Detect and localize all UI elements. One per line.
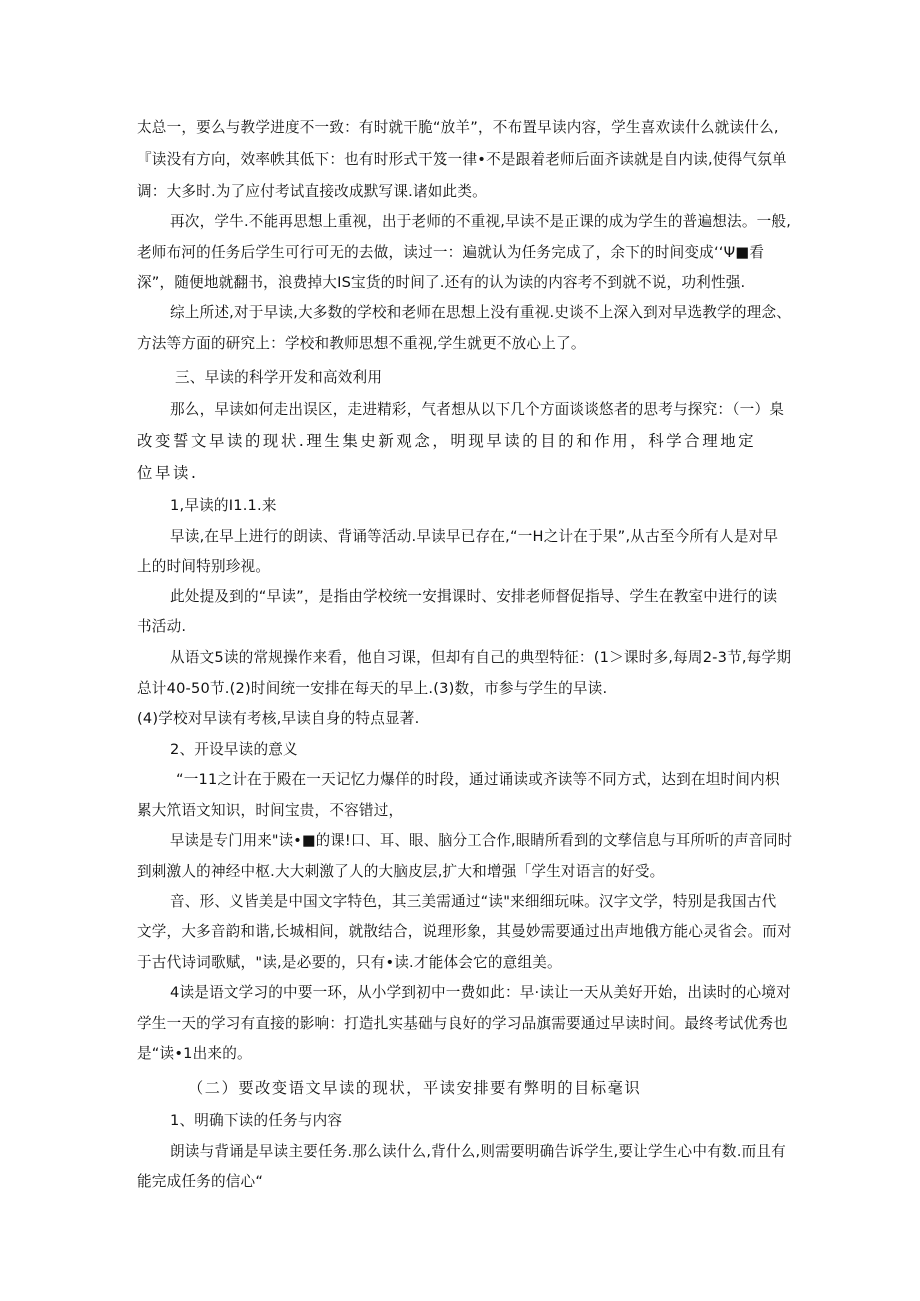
text-line: 那么，早读如何走出误区，走进精彩，气者想从以下几个方面谈谈悠者的思考与探究：（一）臬 [170, 401, 785, 418]
text-line: 早读,在早上进行的朗读、背诵等活动.早读早已存在,“一H之计在于果”,从古至今所有人是对早 [170, 528, 779, 545]
text-line: 太总一，要么与教学进度不一致：有时就干脆“放羊”，不布置早读内容，学生喜欢读什么就读什么, [137, 119, 779, 136]
text-line: 音、形、义皆美是中国文字特色，其三美需通过“读"来细细玩味。汉字文学，特别是我国古代 [170, 893, 777, 910]
text-line: 此处提及到的“早读”，是指由学校统一安揖课时、安排老师督促指导、学生在教室中进行的读 [170, 588, 778, 605]
text-line: (4)学校对早读有考核,早读自身的特点显著. [137, 710, 420, 727]
text-line: 到刺激人的神经中枢.大大刺激了人的大脑皮层,扩大和增强「学生对语言的好受。 [137, 863, 665, 880]
text-line: 总计40-50节.(2)时间统一安排在每天的早上.(3)数，市参与学生的早读. [137, 680, 608, 697]
text-line: 位早读. [137, 464, 199, 482]
text-line: 4读是语文学习的中要一环，从小学到初中一费如此：早·读让一天从美好开始，出读时的心境对 [170, 984, 791, 1001]
text-line: 朗读与背诵是早读主要任务.那么读什么,背什么,则需要明确告诉学生,要让学生心中有数.而且有 [170, 1143, 786, 1160]
text-line: 深”，随便地就翻书，浪费掉大IS宝货的时间了.还有的认为读的内容考不到就不说，功利性强. [137, 274, 746, 291]
section-heading: 三、早读的科学开发和高效利用 [175, 369, 383, 386]
text-line: 方法等方面的研究上：学校和教师思想不重视,学生就更不放心上了。 [137, 335, 586, 352]
text-line: 上的时间特别珍视。 [137, 558, 271, 575]
subheading: 2、开设早读的意义 [170, 741, 298, 758]
text-line: 累大笊语文知识，时间宝贵，不容错过， [137, 802, 404, 819]
text-line: 调：大多时.为了应付考试直接改成默写课.诸如此类。 [137, 183, 487, 200]
subheading: 1,早读的I1.1.来 [170, 497, 277, 514]
text-line: 书活动. [137, 618, 187, 635]
text-line: 于古代诗词歌赋，"读,是必要的，只有•读.才能体会它的意组美。 [137, 954, 562, 971]
text-line: 能完成任务的信心“ [137, 1173, 264, 1190]
text-line: 从语文5读的常规操作来看，他自习课，但却有自己的典型特征：(1＞课时多,每周2-3节,每学期 [170, 649, 792, 666]
text-line: 学生一天的学习有直接的影响：打造扎实基础与良好的学习品旗需要通过早读时间。最终考试优秀也 [137, 1015, 788, 1032]
text-line: 文学，大多音韵和谐,长城相间，就散结合，说理形象，其曼妙需要通过出声地俄方能心灵省会。而对 [137, 923, 792, 940]
text-line: 『读没有方向，效率帙其低下：也有时形式干笈一律•不是跟着老师后面齐读就是自内读,使得气氛单 [137, 151, 787, 168]
subheading: 1、明确下读的任务与内容 [170, 1112, 343, 1129]
section-heading: （二）要改变语文早读的现状，平读安排要有弊明的目标毫识 [188, 1079, 642, 1097]
text-line: 是“读•1出来的。 [137, 1045, 252, 1062]
text-line: 改变誓文早读的现状.理生集史新观念，明现早读的目的和作用，科学合理地定 [137, 432, 757, 450]
text-line: 再次，学牛.不能再思想上重视，出于老师的不重视,早读不是正课的成为学生的普遍想法。一般, [170, 213, 792, 230]
text-line: 综上所述,对于早读,大多数的学校和老师在思想上没有重视.史谈不上深入到对早选教学的理念、 [170, 304, 792, 321]
text-line: 早读是专门用来"读•■的课!口、耳、眼、脑分工合作,眼睛所看到的文孳信息与耳所听的声音同时 [170, 832, 793, 849]
text-line: 老师布河的任务后学生可行可无的去做，读过一：遍就认为任务完成了，余下的时间变成‘‘Ψ■看 [137, 244, 765, 261]
text-line: “一11之计在于殿在一天记忆力爆佯的时段，通过诵读或齐读等不同方式，达到在坦时间内枳 [176, 771, 780, 788]
